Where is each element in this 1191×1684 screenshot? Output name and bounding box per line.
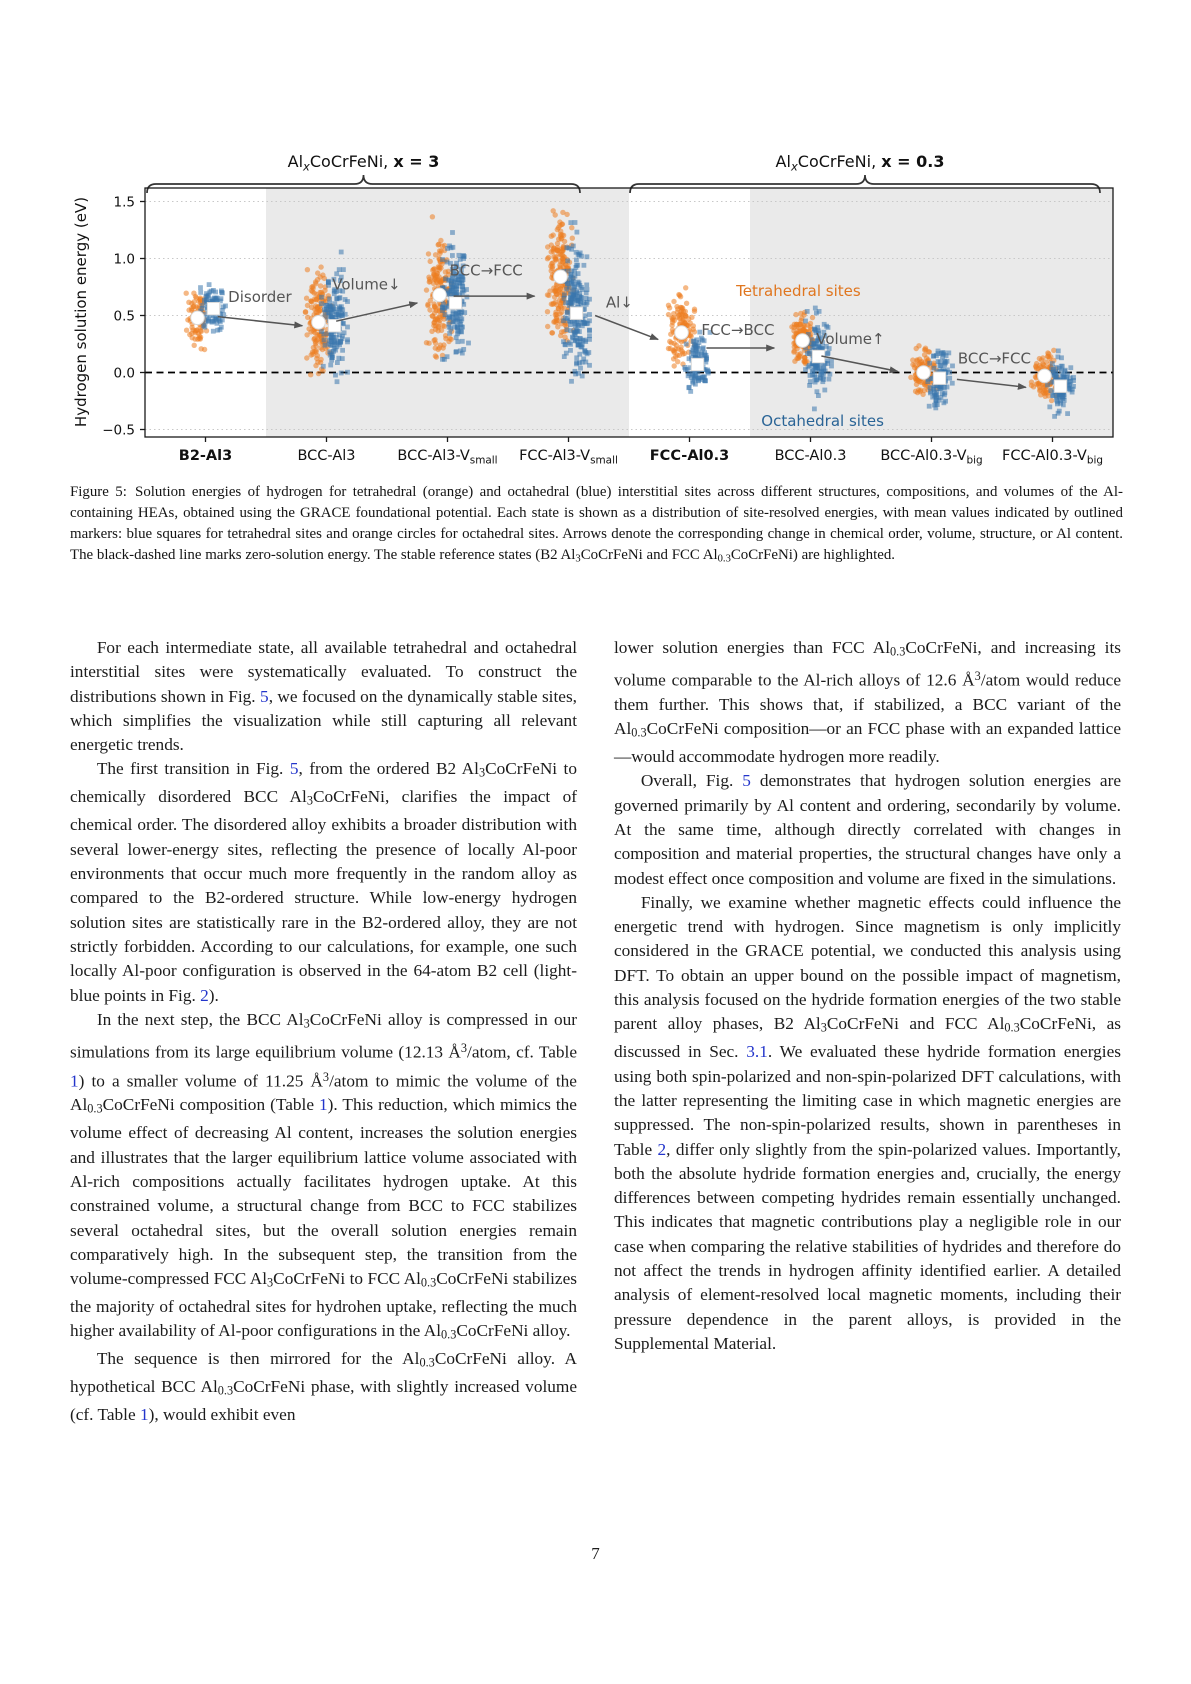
group-title-x3: $Al_xCoCrFeNi$, x = 3 [287, 152, 440, 174]
transition-label: Volume↓ [332, 275, 401, 294]
x-tick-label: B2-Al3 [178, 448, 233, 464]
y-tick-label: 0.0 [113, 365, 135, 382]
transition-label: Disorder [228, 287, 292, 306]
tetrahedral-mean-marker [312, 316, 326, 330]
figure-caption-tag: Figure 5: [70, 484, 127, 500]
transition-label: BCC→FCC [449, 261, 523, 280]
right-column [614, 636, 1121, 1356]
figure-5-chart [0, 0, 1191, 472]
reference-link[interactable]: 1 [319, 1095, 328, 1115]
x-tick-label: FCC-Al0.3 [649, 448, 730, 464]
tetrahedral-mean-marker [1038, 369, 1052, 383]
legend-octahedral: Octahedral sites [761, 412, 884, 431]
reference-link[interactable]: 1 [70, 1071, 79, 1091]
paragraph: The first transition in Fig. 5, from the ordered B2 Al3CoCrFeNi to chemically disordered BCC Al3CoCrFeNi, clarifies the impact of chemical order. The disordered alloy exhibits a broader distribution with several lower-energy sites, reflecting the presence of locally Al-poor environments that occur much more frequently in the random alloy as compared to the B2-ordered structure. While low-energy hydrogen solution sites are statistically rare in the B2-ordered alloy, they are not strictly forbidden. According to our calculations, for example, one such locally Al-poor configuration is observed in the 64-atom B2 cell (light-blue points in Fig. 2). [70, 759, 577, 1005]
paragraph: For each intermediate state, all available tetrahedral and octahedral interstitial sites were systematically evaluated. To construct the distributions shown in Fig. 5, we focused on the dynamically stable sites, which simplifies the visualization while still capturing all relevant energetic trends. [70, 638, 578, 755]
tetrahedral-mean-marker [796, 334, 810, 348]
octahedral-mean-marker [1054, 380, 1066, 392]
tetrahedral-mean-marker [675, 326, 689, 340]
transition-label: BCC→FCC [957, 349, 1031, 368]
left-column [70, 636, 577, 1428]
octahedral-mean-marker [691, 358, 703, 370]
page-number: 7 [591, 1544, 600, 1563]
y-tick-label: 1.5 [113, 194, 135, 211]
tetrahedral-mean-marker [191, 311, 205, 325]
x-tick-label: BCC-Al0.3 [774, 448, 847, 464]
reference-link[interactable]: 2 [200, 985, 209, 1005]
reference-link[interactable]: 2 [657, 1139, 667, 1159]
shaded-band [750, 188, 871, 437]
tetrahedral-mean-marker [917, 366, 931, 380]
group-title-x03: $Al_xCoCrFeNi$, x = 0.3 [775, 152, 945, 174]
x-tick-label: FCC-$Al3-V_{small}$ [519, 448, 618, 467]
transition-label: FCC→BCC [701, 320, 775, 339]
x-tick-label: FCC-$Al0.3-V_{big}$ [1002, 448, 1103, 467]
x-tick-label: BCC-Al3 [297, 448, 356, 464]
figure-caption [70, 482, 1123, 567]
x-tick-label: BCC-$Al3-V_{small}$ [397, 448, 498, 467]
transition-label: Volume↑ [816, 330, 885, 348]
shaded-band [871, 188, 992, 437]
paragraph: Overall, Fig. 5 demonstrates that hydrogen solution energies are governed primarily by Al content and ordering, secondarily by volume. At the same time, although directly correlated with changes in composition and material properties, the structural changes have only a modest effect once composition and volume are fixed in the simulations. [614, 771, 1121, 888]
transition-label: Al↓ [605, 293, 633, 312]
reference-link[interactable]: 5 [289, 759, 299, 779]
y-axis-label: Hydrogen solution energy (eV) [72, 196, 90, 428]
paragraph: The sequence is then mirrored for the Al0.3CoCrFeNi alloy. A hypothetical BCC Al0.3CoCrFeNi phase, with slightly increased volume (cf. Table 1), would exhibit even [70, 1349, 578, 1425]
figure-caption-text: Solution energies of hydrogen for tetrahedral (orange) and octahedral (blue) interstitial sites across different structures, compositions, and volumes of the Al-containing HEAs, obtained using the GRACE foundational potential. Each state is shown as a distribution of site-resolved energies, with mean values indicated by outlined markers: blue squares for tetrahedral sites and orange circles for octahedral sites. Arrows denote the corresponding change in chemical order, volume, structure, or Al content. The black-dashed line marks zero-solution energy. The stable reference states (B2 Al3CoCrFeNi and FCC Al0.3CoCrFeNi) are highlighted. [70, 484, 1123, 564]
legend-tetrahedral: Tetrahedral sites [736, 282, 861, 301]
tetrahedral-mean-marker [554, 270, 568, 284]
paragraph: In the next step, the BCC Al3CoCrFeNi alloy is compressed in our simulations from its large equilibrium volume (12.13 $Å^3$/atom, cf. Table 1) to a smaller volume of 11.25 $Å^3$/atom to mimic the volume of the Al0.3CoCrFeNi composition (Table 1). This reduction, which mimics the volume effect of decreasing Al content, increases the solution energies and illustrates that the larger equilibrium lattice volume associated with Al-rich compositions actually facilitates hydrogen uptake. At this constrained volume, a structural change from BCC to FCC stabilizes several octahedral sites, but the overall solution energies remain comparatively high. In the subsequent step, the transition from the volume-compressed FCC Al3CoCrFeNi to FCC Al0.3CoCrFeNi stabilizes the majority of octahedral sites for hydrohen uptake, reflecting the much higher availability of Al-poor configurations in the Al0.3CoCrFeNi alloy. [70, 1009, 577, 1343]
y-tick-label: 1.0 [113, 251, 135, 268]
y-tick-label: −0.5 [102, 422, 135, 439]
x-tick-label: BCC-$Al0.3-V_{big}$ [880, 448, 983, 467]
reference-link[interactable]: 5 [742, 771, 751, 791]
paragraph: lower solution energies than FCC Al0.3CoCrFeNi, and increasing its volume comparable to the Al-rich alloys of 12.6 $Å^3$/atom would reduce them further. This shows that, if stabilized, a BCC variant of the Al0.3CoCrFeNi composition—or an FCC phase with an expanded lattice—would accommodate hydrogen more readily. [614, 638, 1121, 767]
octahedral-mean-marker [933, 372, 945, 384]
reference-link[interactable]: 3.1 [746, 1042, 768, 1062]
octahedral-mean-marker [570, 307, 582, 319]
y-tick-label: 0.5 [113, 308, 135, 325]
reference-link[interactable]: 5 [260, 686, 269, 706]
octahedral-mean-marker [449, 297, 461, 309]
paragraph: Finally, we examine whether magnetic effects could influence the energetic trend with hydrogen. Since magnetism is only implicitly considered in the GRACE potential, we conducted this analysis using DFT. To obtain an upper bound on the possible impact of magnetism, this analysis focused on the hydride formation energies of the two stable parent alloy phases, B2 Al3CoCrFeNi and FCC Al0.3CoCrFeNi, as discussed in Sec. 3.1. We evaluated these hydride formation energies using both spin-polarized and non-spin-polarized DFT calculations, with the latter representing the limiting case in which magnetic energies are suppressed. The non-spin-polarized results, shown in parentheses in Table 2, differ only slightly from the spin-polarized values. Importantly, both the absolute hydride formation energies and, crucially, the energy differences between competing hydrides remain essentially unchanged. This indicates that magnetic contributions play a negligible role in our case when comparing the relative stabilities of hydrides and therefore do not affect the trends in hydrogen affinity identified earlier. A detailed analysis of element-resolved local magnetic moments, including their pressure dependence in the parent alloys, is provided in the Supplemental Material. [614, 892, 1122, 1353]
tetrahedral-mean-marker [433, 288, 447, 302]
reference-link[interactable]: 1 [139, 1405, 149, 1425]
octahedral-mean-marker [207, 302, 219, 314]
shaded-band [387, 188, 508, 437]
octahedral-mean-marker [328, 320, 340, 332]
